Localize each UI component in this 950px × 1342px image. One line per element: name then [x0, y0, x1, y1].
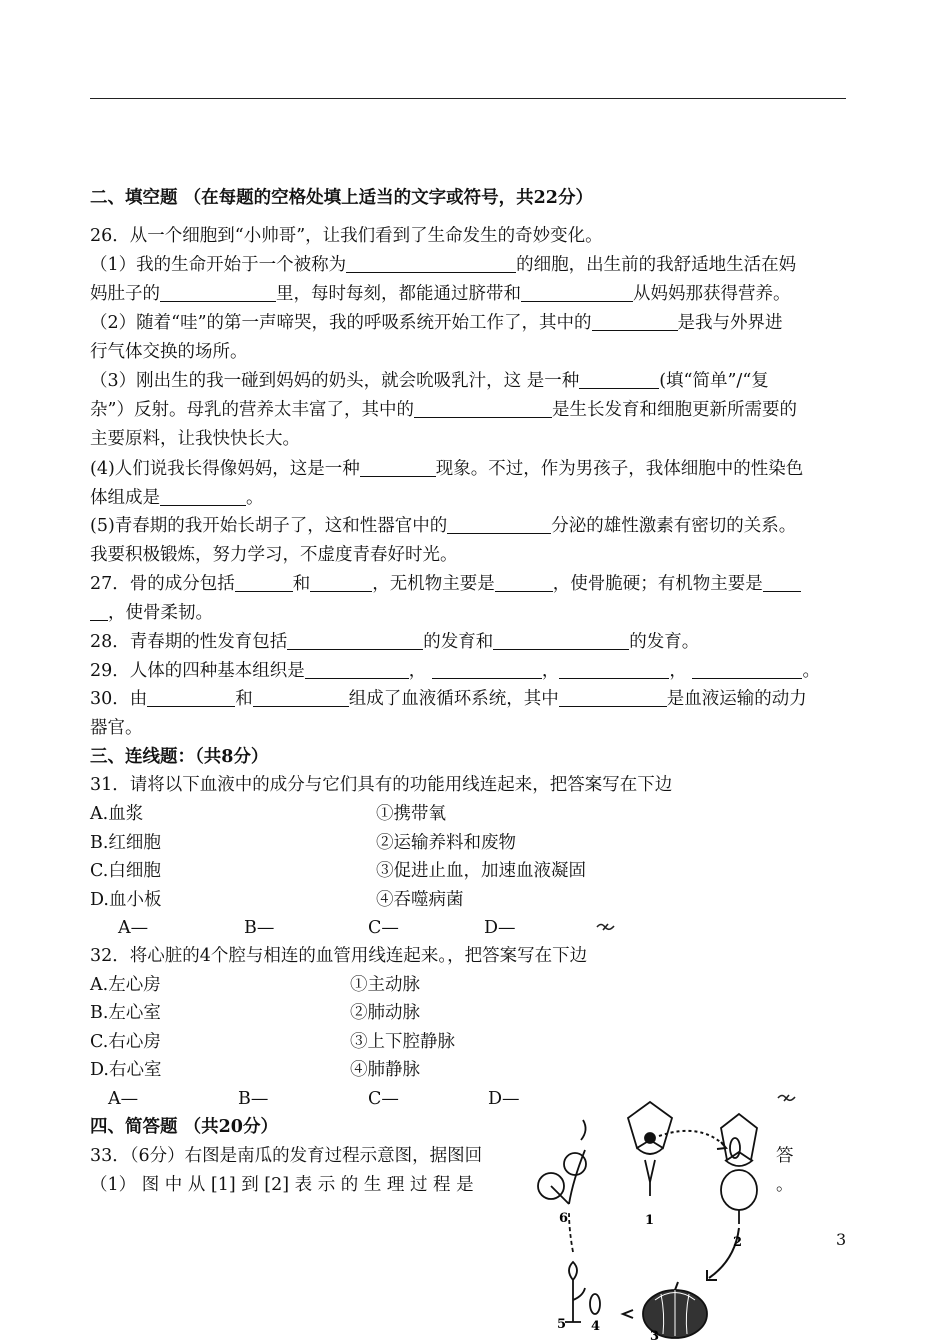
q32-left-b: B.左心室 — [90, 1003, 161, 1023]
blank — [447, 515, 551, 534]
q31-left-d: D.血小板 — [90, 890, 162, 910]
q31-left-b: B.红细胞 — [90, 833, 161, 853]
q33-stem-end: 答 — [776, 1146, 794, 1166]
blank — [493, 631, 629, 650]
q26-line-3: （2）随着“哇”的第一声啼哭，我的呼吸系统开始工作了，其中的 是我与外界进 — [90, 313, 783, 333]
q33-part-1: （1） 图 中 从 [1] 到 [2] 表 示 的 生 理 过 程 是 — [90, 1175, 474, 1195]
scan-mark-icon — [776, 1092, 798, 1104]
q27-line-1: 27．骨的成分包括 和 ，无机物主要是 ，使骨脆硬；有机物主要是 — [90, 570, 801, 598]
figure-label-2: 2 — [733, 1235, 743, 1250]
q28: 28．青春期的性发育包括 的发育和 的发育。 — [90, 632, 700, 652]
figure-label-5: 5 — [557, 1317, 567, 1332]
page-number: 3 — [836, 1230, 847, 1249]
q26-line-1: （1）我的生命开始于一个被称为 的细胞，出生前的我舒适地生活在妈 — [90, 255, 797, 275]
blank — [287, 631, 423, 650]
blank — [235, 573, 293, 592]
q31-left-a: A.血浆 — [90, 804, 144, 824]
q26-line-8: (4)人们说我长得像妈妈，这是一种 现象。不过，作为男孩子，我体细胞中的性染色 — [90, 459, 804, 479]
q31-answer-d: D— — [484, 918, 516, 938]
q32-answer-b: B— — [238, 1089, 269, 1109]
q31-right-4: ④吞噬病菌 — [376, 890, 464, 910]
q32-right-1: ①主动脉 — [350, 975, 420, 995]
q32-answer-a: A— — [108, 1089, 139, 1109]
section-2-title: 二、填空题 （在每题的空格处填上适当的文字或符号，共22分） — [90, 188, 593, 208]
blank — [763, 573, 801, 592]
q26-line-11: 我要积极锻炼，努力学习，不虚度青春好时光。 — [90, 545, 458, 565]
figure-label-1: 1 — [645, 1213, 655, 1228]
q31-answer-c: C— — [368, 918, 399, 938]
blank — [160, 487, 246, 506]
pumpkin-development-diagram — [525, 1100, 775, 1342]
seedling-5 — [565, 1262, 585, 1322]
blank — [414, 399, 552, 418]
blank — [147, 688, 235, 707]
q32-left-d: D.右心室 — [90, 1060, 162, 1080]
q32-stem: 32．将心脏的4个腔与相连的血管用线连起来。，把答案写在下边 — [90, 946, 588, 966]
blank — [305, 660, 409, 679]
flower-1 — [628, 1102, 672, 1196]
blank — [253, 688, 349, 707]
section-4-title: 四、简答题 （共20分） — [90, 1117, 278, 1137]
q32-right-2: ②肺动脉 — [350, 1003, 420, 1023]
q31-stem: 31．请将以下血液中的成分与它们具有的功能用线连起来，把答案写在下边 — [90, 775, 673, 795]
q27-line-2: ，使骨柔韧。 — [90, 599, 213, 627]
q31-right-3: ③促进止血，加速血液凝固 — [376, 861, 586, 881]
q32-right-4: ④肺静脉 — [350, 1060, 420, 1080]
blank — [592, 312, 678, 331]
blank — [360, 458, 436, 477]
q26-stem: 26．从一个细胞到“小帅哥”，让我们看到了生命发生的奇妙变化。 — [90, 226, 603, 246]
q30-line-2: 器官。 — [90, 718, 143, 738]
q26-line-10: (5)青春期的我开始长胡子了，这和性器官中的 分泌的雄性激素有密切的关系。 — [90, 516, 797, 536]
figure-label-3: 3 — [650, 1329, 660, 1342]
q29: 29．人体的四种基本组织是 ， ， ， 。 — [90, 661, 820, 681]
q32-answer-d: D— — [488, 1089, 520, 1109]
q33-stem: 33．（6分）右图是南瓜的发育过程示意图，据图回 — [90, 1146, 483, 1166]
q26-line-9: 体组成是 。 — [90, 488, 264, 508]
q31-left-c: C.白细胞 — [90, 861, 161, 881]
blank — [692, 660, 802, 679]
blank — [310, 573, 372, 592]
seed-4 — [590, 1294, 600, 1314]
q31-right-1: ①携带氧 — [376, 804, 446, 824]
blank — [579, 370, 659, 389]
q32-answer-c: C— — [368, 1089, 399, 1109]
figure-label-4: 4 — [591, 1319, 601, 1334]
q26-line-7: 主要原料，让我快快长大。 — [90, 429, 300, 449]
flower-2 — [721, 1114, 757, 1224]
q32-right-3: ③上下腔静脉 — [350, 1032, 455, 1052]
figure-label-6: 6 — [559, 1211, 569, 1226]
q26-line-2: 妈肚子的 里，每时每刻，都能通过脐带和 从妈妈那获得营养。 — [90, 284, 791, 304]
blank — [432, 660, 542, 679]
q26-line-5: （3）刚出生的我一碰到妈妈的奶头，就会吮吸乳汁，这 是一种 (填“简单”/“复 — [90, 371, 769, 391]
blank — [346, 254, 516, 273]
scan-mark-icon — [595, 921, 617, 933]
q26-line-6: 杂”）反射。母乳的营养太丰富了，其中的 是生长发育和细胞更新所需要的 — [90, 400, 797, 420]
header-rule — [90, 98, 846, 99]
section-3-title: 三、连线题：（共8分） — [90, 747, 269, 767]
blank — [559, 688, 667, 707]
q26-line-4: 行气体交换的场所。 — [90, 342, 248, 362]
q33-part-1-end: 。 — [776, 1175, 794, 1195]
blank — [90, 602, 108, 621]
blank — [495, 573, 553, 592]
q31-answer-b: B— — [244, 918, 275, 938]
q31-right-2: ②运输养料和废物 — [376, 833, 516, 853]
q31-answer-a: A— — [118, 918, 149, 938]
plant-6 — [538, 1120, 586, 1204]
q32-left-a: A.左心房 — [90, 975, 161, 995]
blank — [521, 283, 633, 302]
q30-line-1: 30．由 和 组成了血液循环系统，其中 是血液运输的动力 — [90, 689, 807, 709]
q32-left-c: C.右心房 — [90, 1032, 161, 1052]
blank — [160, 283, 276, 302]
blank — [559, 660, 669, 679]
